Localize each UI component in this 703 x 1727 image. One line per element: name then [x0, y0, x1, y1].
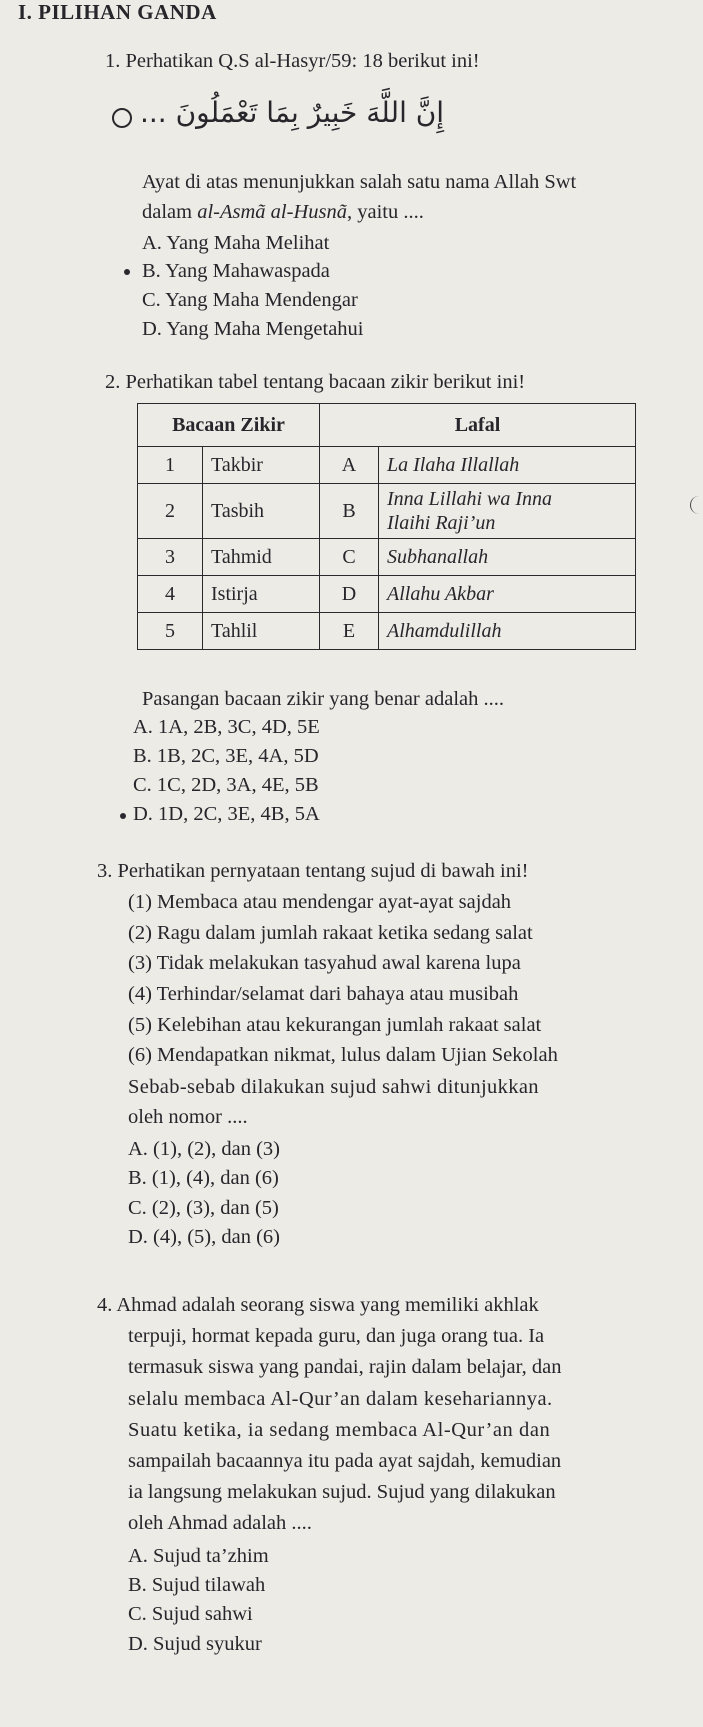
row-number: 1 — [138, 447, 203, 484]
row-letter: B — [320, 484, 379, 539]
row-lafal: La Ilaha Illallah — [379, 447, 636, 484]
row-letter: E — [320, 613, 379, 650]
q1-paragraph-line1: Ayat di atas menunjukkan salah satu nama Allah Swt — [142, 171, 577, 193]
row-letter: C — [320, 539, 379, 576]
row-lafal: Subhanallah — [379, 539, 636, 576]
answer-mark-icon — [120, 813, 126, 819]
ayah-circle-icon — [112, 108, 132, 128]
q2-option-c[interactable]: C. 1C, 2D, 3A, 4E, 5B — [133, 774, 319, 796]
q3-prompt-line2: oleh nomor .... — [128, 1106, 248, 1128]
q3-stem: 3. Perhatikan pernyataan tentang sujud di bawah ini! — [97, 860, 529, 882]
q1-para2-c: , yaitu .... — [346, 201, 424, 223]
q4-option-a[interactable]: A. Sujud ta’zhim — [128, 1545, 269, 1567]
q4-line: oleh Ahmad adalah .... — [128, 1512, 312, 1534]
row-letter: D — [320, 576, 379, 613]
edge-bracket-icon — [690, 496, 701, 514]
row-number: 4 — [138, 576, 203, 613]
q2-prompt: Pasangan bacaan zikir yang benar adalah .... — [142, 688, 505, 710]
answer-mark-icon — [124, 269, 130, 275]
q1-stem: 1. Perhatikan Q.S al-Hasyr/59: 18 berikut ini! — [105, 50, 480, 72]
q2-stem: 2. Perhatikan tabel tentang bacaan zikir berikut ini! — [105, 371, 526, 393]
q3-option-b[interactable]: B. (1), (4), dan (6) — [128, 1167, 279, 1189]
q1-paragraph-line2 — [142, 201, 424, 224]
q4-line: selalu membaca Al-Qur’an dalam kesehariannya. — [128, 1388, 553, 1410]
q4-line: 4. Ahmad adalah seorang siswa yang memiliki akhlak — [97, 1294, 539, 1316]
row-lafal-line: Ilaihi Raji’un — [387, 512, 496, 534]
q1-option-b[interactable]: B. Yang Mahawaspada — [142, 260, 330, 282]
table-row — [138, 539, 636, 576]
q4-line: ia langsung melakukan sujud. Sujud yang dilakukan — [128, 1481, 556, 1503]
row-zikir-name: Tahlil — [203, 613, 320, 650]
row-lafal-line: Inna Lillahi wa Inna — [387, 488, 553, 510]
row-number: 5 — [138, 613, 203, 650]
q4-line: termasuk siswa yang pandai, rajin dalam belajar, dan — [128, 1356, 562, 1378]
row-lafal — [379, 484, 636, 539]
q3-statement: (4) Terhindar/selamat dari bahaya atau musibah — [128, 983, 519, 1005]
row-number: 2 — [138, 484, 203, 539]
table-row — [138, 576, 636, 613]
table-row — [138, 484, 636, 539]
table-row — [138, 447, 636, 484]
row-number: 3 — [138, 539, 203, 576]
q4-line: Suatu ketika, ia sedang membaca Al-Qur’an dan — [128, 1419, 551, 1441]
q2-option-b[interactable]: B. 1B, 2C, 3E, 4A, 5D — [133, 745, 319, 767]
q4-option-d[interactable]: D. Sujud syukur — [128, 1633, 262, 1655]
q3-option-d[interactable]: D. (4), (5), dan (6) — [128, 1226, 280, 1248]
q1-option-a[interactable]: A. Yang Maha Melihat — [142, 232, 330, 254]
table-header-row — [138, 404, 636, 447]
q1-option-d[interactable]: D. Yang Maha Mengetahui — [142, 318, 364, 340]
row-zikir-name: Tasbih — [203, 484, 320, 539]
q4-line: sampailah bacaannya itu pada ayat sajdah, kemudian — [128, 1450, 562, 1472]
row-zikir-name: Takbir — [203, 447, 320, 484]
row-zikir-name: Tahmid — [203, 539, 320, 576]
q4-line: terpuji, hormat kepada guru, dan juga orang tua. Ia — [128, 1325, 545, 1347]
q3-prompt-line1: Sebab-sebab dilakukan sujud sahwi ditunjukkan — [128, 1076, 539, 1098]
q1-para2-term: al-Asmã al-Husnã — [197, 201, 347, 223]
q2-option-a[interactable]: A. 1A, 2B, 3C, 4D, 5E — [133, 716, 320, 738]
q3-statement: (1) Membaca atau mendengar ayat-ayat sajdah — [128, 891, 512, 913]
table-header-bacaan: Bacaan Zikir — [138, 404, 320, 447]
row-lafal: Allahu Akbar — [379, 576, 636, 613]
q3-statement: (3) Tidak melakukan tasyahud awal karena lupa — [128, 952, 521, 974]
q1-option-c[interactable]: C. Yang Maha Mendengar — [142, 289, 358, 311]
q2-option-d[interactable]: D. 1D, 2C, 3E, 4B, 5A — [133, 803, 320, 825]
row-zikir-name: Istirja — [203, 576, 320, 613]
row-letter: A — [320, 447, 379, 484]
q3-option-a[interactable]: A. (1), (2), dan (3) — [128, 1138, 280, 1160]
q3-statement: (6) Mendapatkan nikmat, lulus dalam Ujian Sekolah — [128, 1044, 558, 1066]
q1-arabic-verse: إِنَّ اللَّهَ خَبِيرٌ بِمَا تَعْمَلُونَ ... — [140, 96, 445, 129]
row-lafal: Alhamdulillah — [379, 613, 636, 650]
section-title: I. PILIHAN GANDA — [18, 0, 217, 24]
q4-option-b[interactable]: B. Sujud tilawah — [128, 1574, 266, 1596]
q3-statement: (5) Kelebihan atau kekurangan jumlah rakaat salat — [128, 1014, 542, 1036]
table-header-lafal: Lafal — [320, 404, 636, 447]
q3-option-c[interactable]: C. (2), (3), dan (5) — [128, 1197, 279, 1219]
zikir-table — [137, 403, 636, 650]
q4-option-c[interactable]: C. Sujud sahwi — [128, 1603, 253, 1625]
q3-statement: (2) Ragu dalam jumlah rakaat ketika sedang salat — [128, 922, 533, 944]
q1-para2-a: dalam — [142, 201, 198, 223]
table-row — [138, 613, 636, 650]
